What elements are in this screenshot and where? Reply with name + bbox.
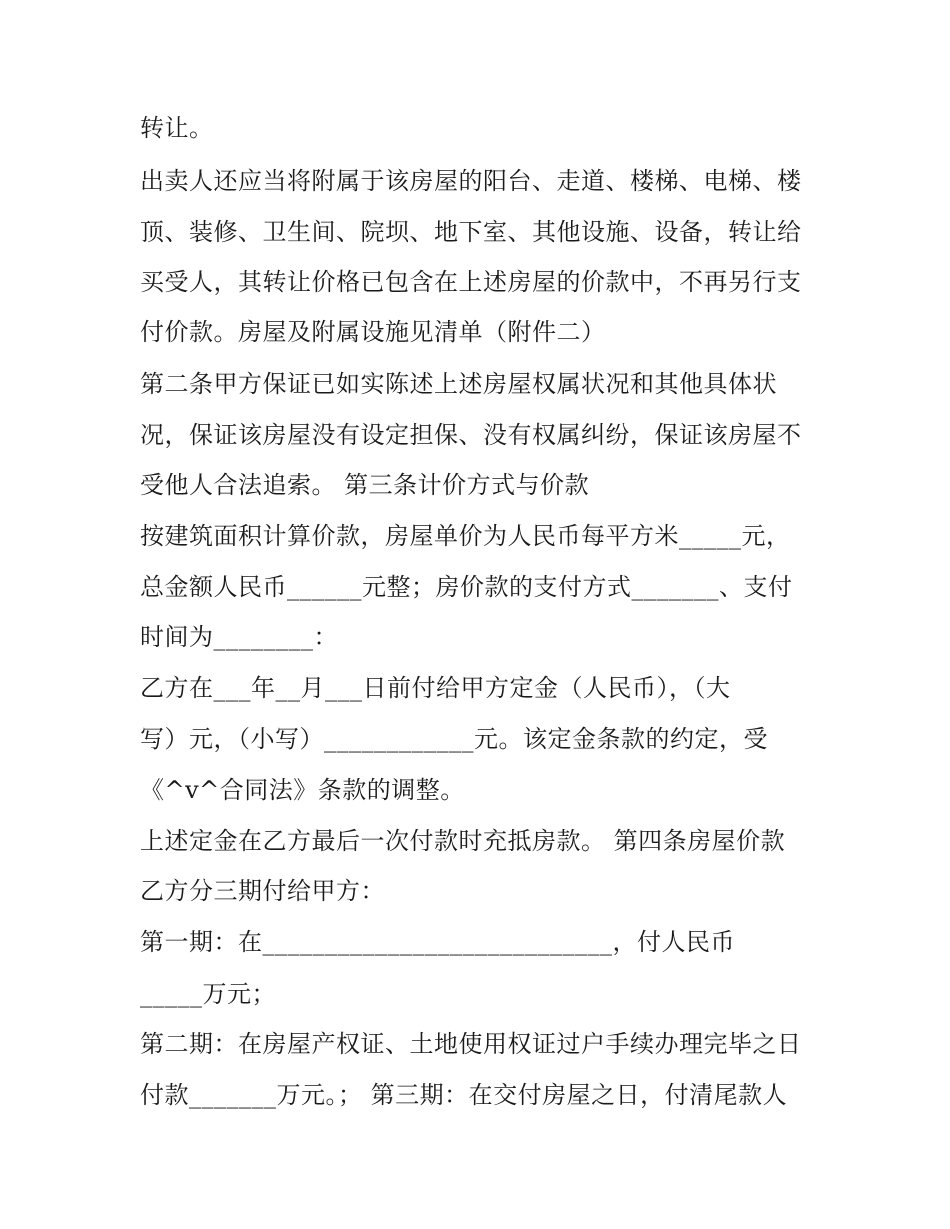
- text-line: 第一期：在____________________________，付人民币: [140, 928, 735, 956]
- text-line: 转让。: [140, 114, 214, 142]
- text-line: 受他人合法追索。 第三条计价方式与价款: [140, 471, 590, 499]
- text-line: 第二条甲方保证已如实陈述上述房屋权属状况和其他具体状: [140, 370, 777, 398]
- text-line: 总金额人民币______元整；房价款的支付方式_______、支付: [140, 573, 793, 601]
- text-line: 时间为________：: [140, 623, 338, 651]
- text-line: 付款_______万元。； 第三期：在交付房屋之日，付清尾款人: [140, 1081, 788, 1109]
- text-line: 乙方分三期付给甲方：: [140, 877, 385, 905]
- text-line: 顶、装修、卫生间、院坝、地下室、其他设施、设备，转让给: [140, 218, 802, 246]
- text-line: 付价款。房屋及附属设施见清单（附件二）: [140, 318, 606, 346]
- text-line: 出卖人还应当将附属于该房屋的阳台、走道、楼梯、电梯、楼: [140, 167, 802, 195]
- text-line: 乙方在___年__月___日前付给甲方定金（人民币），（大: [140, 674, 731, 702]
- text-line: _____万元；: [140, 980, 276, 1008]
- text-line: 上述定金在乙方最后一次付款时充抵房款。 第四条房屋价款: [140, 827, 786, 855]
- text-line: 按建筑面积计算价款，房屋单价为人民币每平方米_____元，: [140, 522, 791, 550]
- text-line: 第二期：在房屋产权证、土地使用权证过户手续办理完毕之日: [140, 1030, 802, 1058]
- text-line: 况，保证该房屋没有设定担保、没有权属纠纷，保证该房屋不: [140, 421, 802, 449]
- text-line: 买受人，其转让价格已包含在上述房屋的价款中，不再另行支: [140, 268, 802, 296]
- text-line: 写）元，（小写）____________元。该定金条款的约定，受: [140, 725, 768, 753]
- text-line: 《^v^合同法》条款的调整。: [140, 776, 465, 804]
